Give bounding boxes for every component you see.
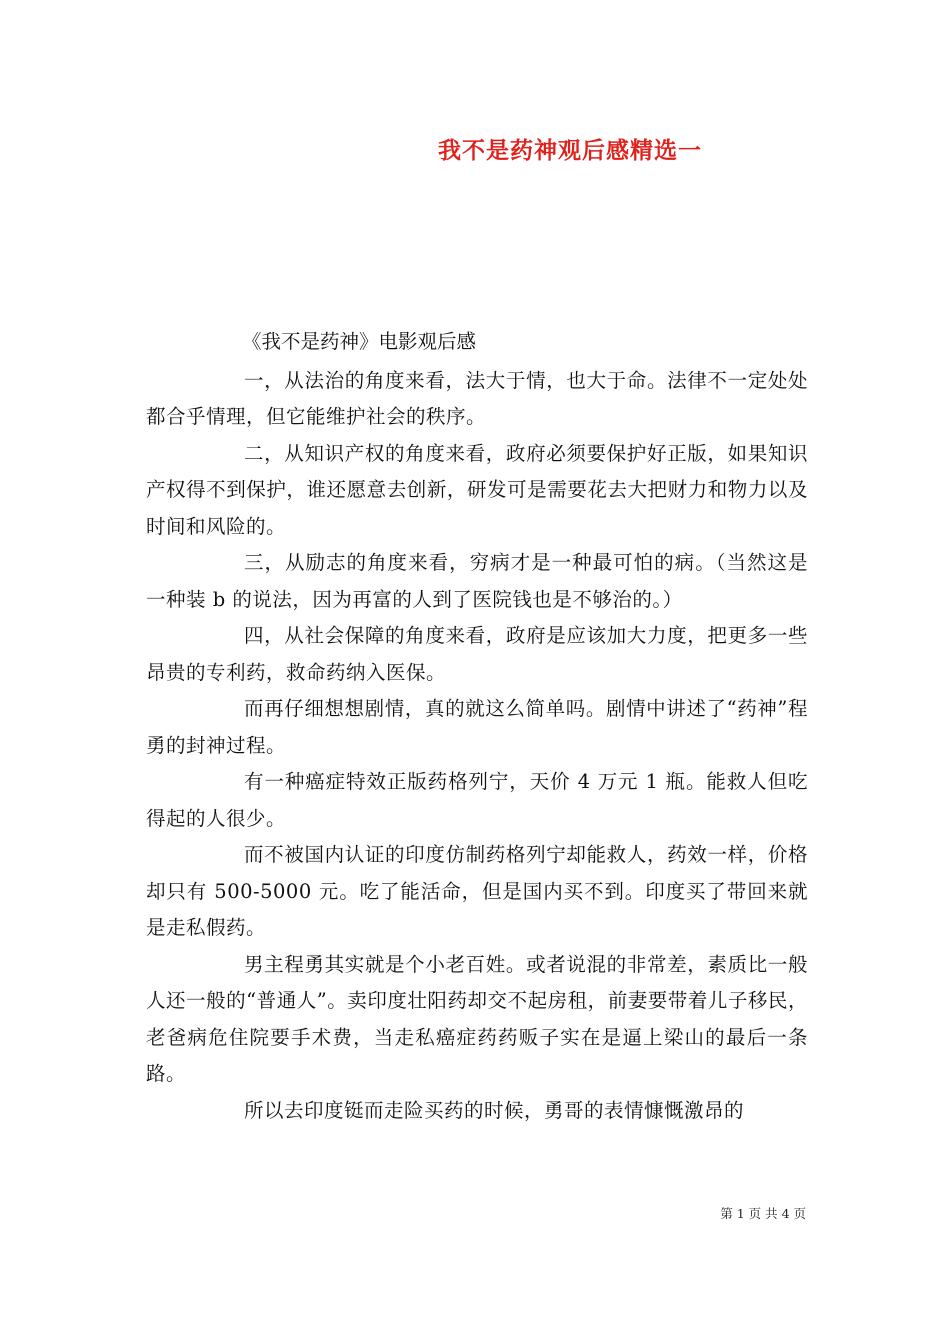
paragraph: 二，从知识产权的角度来看，政府必须要保护好正版，如果知识产权得不到保护，谁还愿意去创新，研发可是需要花去大把财力和物力以及时间和风险的。 <box>146 441 808 538</box>
paragraph: 而再仔细想想剧情，真的就这么简单吗。剧情中讲述了“药神”程勇的封神过程。 <box>146 697 808 757</box>
document-body <box>146 324 808 1129</box>
paragraph: 而不被国内认证的印度仿制药格列宁却能救人，药效一样，价格却只有 500-5000 元。吃了能活命，但是国内买不到。印度买了带回来就是走私假药。 <box>146 843 808 939</box>
paragraph: 一，从法治的角度来看，法大于情，也大于命。法律不一定处处都合乎情理，但它能维护社会的秩序。 <box>146 368 808 428</box>
page-number-footer: 第 1 页 共 4 页 <box>720 1206 806 1221</box>
paragraph: 所以去印度铤而走险买药的时候，勇哥的表情慷慨激昂的 <box>244 1098 745 1122</box>
document-title: 我不是药神观后感精选一 <box>438 137 702 164</box>
document-subtitle: 《我不是药神》电影观后感 <box>242 330 477 353</box>
paragraph: 三，从励志的角度来看，穷病才是一种最可怕的病。（当然这是一种装 b 的说法，因为再富的人到了医院钱也是不够治的。） <box>146 551 808 611</box>
paragraph: 四，从社会保障的角度来看，政府是应该加大力度，把更多一些昂贵的专利药，救命药纳入医保。 <box>146 624 808 684</box>
paragraph: 男主程勇其实就是个小老百姓。或者说混的非常差，素质比一般人还一般的“普通人”。卖印度壮阳药却交不起房租，前妻要带着儿子移民，老爸病危住院要手术费，当走私癌症药药贩子实在是逼上梁山的最后一条路。 <box>146 952 808 1085</box>
paragraph: 有一种癌症特效正版药格列宁，天价 4 万元 1 瓶。能救人但吃得起的人很少。 <box>146 770 808 830</box>
